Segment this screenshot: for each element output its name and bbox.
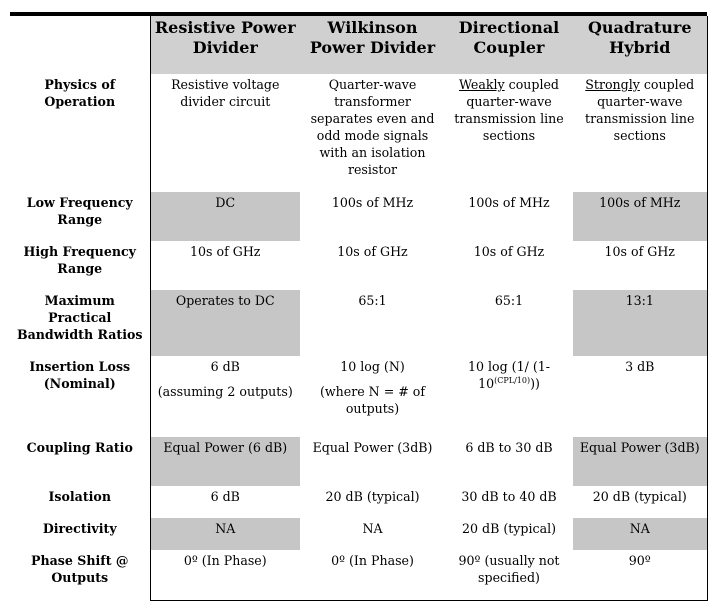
cell-bandwidth-coupler: 65:1 xyxy=(494,293,524,308)
column-header-resistive: Resistive Power Divider xyxy=(150,16,300,74)
row-label-physics: Physics of Operation xyxy=(44,77,116,109)
table-row xyxy=(10,290,707,356)
row-label-directivity: Directivity xyxy=(42,521,117,536)
header-row xyxy=(10,16,707,74)
header-corner xyxy=(10,16,150,74)
cell-phase-wilkinson: 0º (In Phase) xyxy=(300,550,445,600)
insertion-wilkinson-value: 10 log (N) xyxy=(340,359,405,374)
cell-physics-hybrid-text: coupled quarter-wave transmission line sections xyxy=(585,77,695,143)
insertion-coupler-close: )) xyxy=(530,376,540,391)
table-row xyxy=(10,518,707,550)
cell-directivity-hybrid: NA xyxy=(573,518,707,550)
cell-isolation-coupler: 30 dB to 40 dB xyxy=(461,489,557,504)
row-label-phase: Phase Shift @ Outputs xyxy=(30,553,129,585)
cell-high-freq-hybrid: 10s of GHz xyxy=(573,241,707,290)
insertion-coupler-exponent: (CPL/10) xyxy=(494,376,531,385)
cell-high-freq-coupler: 10s of GHz xyxy=(473,244,545,259)
cell-phase-coupler: 90º (usually not specified) xyxy=(445,550,573,600)
table-row xyxy=(10,550,707,600)
table-row xyxy=(10,486,707,518)
emphasis-strongly: Strongly xyxy=(585,77,640,92)
row-label-coupling: Coupling Ratio xyxy=(26,440,133,455)
cell-insertion-hybrid: 3 dB xyxy=(573,356,707,437)
cell-phase-resistive: 0º (In Phase) xyxy=(150,550,300,600)
cell-high-freq-wilkinson: 10s of GHz xyxy=(337,244,408,259)
cell-isolation-hybrid: 20 dB (typical) xyxy=(573,486,707,518)
cell-insertion-wilkinson xyxy=(300,356,445,437)
cell-directivity-wilkinson: NA xyxy=(362,521,383,536)
insertion-resistive-note: (assuming 2 outputs) xyxy=(157,384,293,399)
cell-low-freq-hybrid: 100s of MHz xyxy=(573,192,707,241)
cell-isolation-resistive: 6 dB xyxy=(150,486,300,518)
cell-insertion-resistive xyxy=(150,356,300,437)
table-row xyxy=(10,192,707,241)
cell-bandwidth-resistive: Operates to DC xyxy=(150,290,300,356)
insertion-coupler-formula: 10 log (1/ (1-10 xyxy=(467,359,551,391)
cell-isolation-wilkinson: 20 dB (typical) xyxy=(325,489,420,504)
cell-phase-hybrid: 90º xyxy=(573,550,707,600)
cell-high-freq-resistive: 10s of GHz xyxy=(150,241,300,290)
table-row xyxy=(10,241,707,290)
cell-low-freq-resistive: DC xyxy=(150,192,300,241)
column-header-hybrid: Quadrature Hybrid xyxy=(573,16,707,74)
row-label-bandwidth: Maximum Practical Bandwidth Ratios xyxy=(16,293,143,342)
row-label-high-freq: High Frequency Range xyxy=(23,244,136,276)
cell-bandwidth-wilkinson: 65:1 xyxy=(358,293,387,308)
cell-bandwidth-hybrid: 13:1 xyxy=(573,290,707,356)
cell-physics-resistive: Resistive voltage divider circuit xyxy=(150,74,300,192)
column-header-coupler: Directional Coupler xyxy=(445,16,573,74)
cell-physics-wilkinson: Quarter-wave transformer separates even and odd mode signals with an isolation resistor xyxy=(310,77,435,177)
cell-low-freq-coupler: 100s of MHz xyxy=(468,195,550,210)
cell-coupling-resistive: Equal Power (6 dB) xyxy=(150,437,300,486)
cell-physics-coupler xyxy=(445,74,573,192)
column-header-wilkinson: Wilkinson Power Divider xyxy=(300,16,445,74)
emphasis-weakly: Weakly xyxy=(458,77,505,92)
comparison-table xyxy=(10,16,708,601)
table-row xyxy=(10,437,707,486)
cell-coupling-wilkinson: Equal Power (3dB) xyxy=(312,440,433,455)
cell-directivity-resistive: NA xyxy=(150,518,300,550)
row-label-insertion: Insertion Loss (Nominal) xyxy=(29,359,131,391)
cell-coupling-hybrid: Equal Power (3dB) xyxy=(573,437,707,486)
row-label-low-freq: Low Frequency Range xyxy=(26,195,133,227)
cell-physics-hybrid xyxy=(573,74,707,192)
table-row xyxy=(10,356,707,437)
table-row xyxy=(10,74,707,192)
insertion-wilkinson-note: (where N = # of outputs) xyxy=(319,384,426,416)
cell-low-freq-wilkinson: 100s of MHz xyxy=(331,195,414,210)
row-label-isolation: Isolation xyxy=(48,489,111,504)
cell-coupling-coupler: 6 dB to 30 dB xyxy=(465,440,553,455)
cell-physics-coupler-text: coupled quarter-wave transmission line sections xyxy=(454,77,564,143)
cell-insertion-coupler xyxy=(445,356,573,437)
cell-directivity-coupler: 20 dB (typical) xyxy=(461,521,557,536)
insertion-resistive-value: 6 dB xyxy=(210,359,240,374)
